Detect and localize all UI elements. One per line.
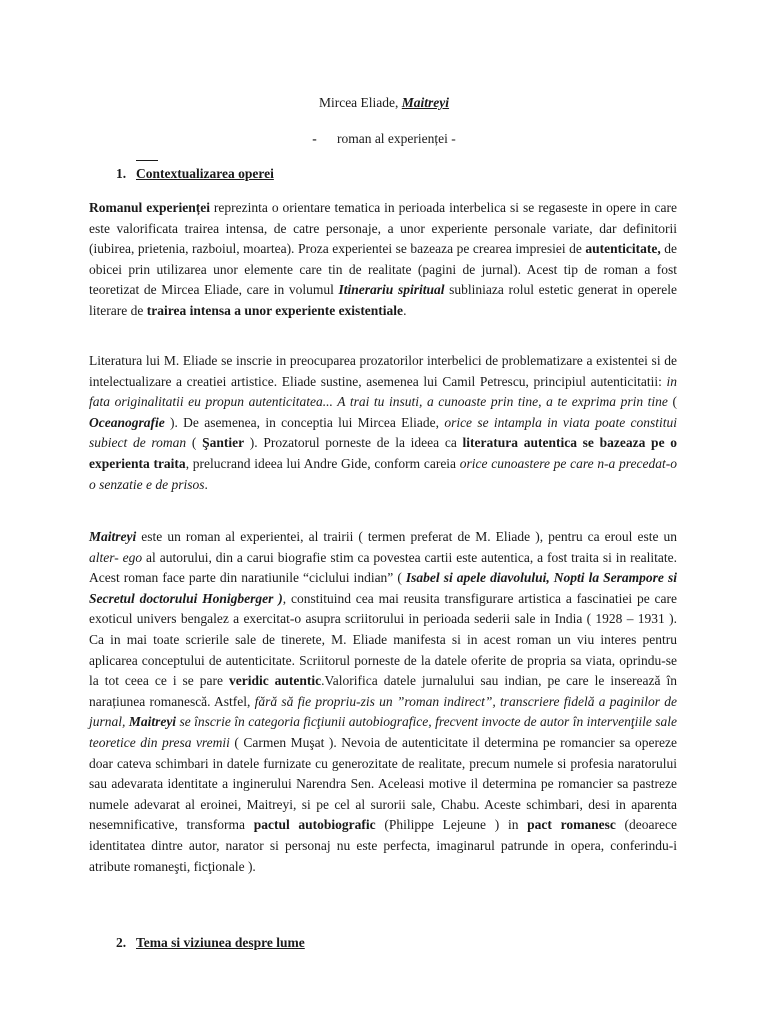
- section-title: Contextualizarea operei: [136, 166, 274, 181]
- p3-book-titles: Isabel si apele diavolului, Nopti la Serampore si Secretul doctorului Honigberger ): [89, 570, 677, 606]
- p2-quote: orice cunoastere pe care n-a precedat-o o senzatie e de prisos: [89, 455, 677, 492]
- p3-book-title: Maitreyi: [89, 529, 137, 544]
- p2-bold-term: literatura autentica se bazeaza pe o experienta traita: [89, 435, 678, 471]
- p1-bold-term: autenticitate,: [585, 241, 661, 257]
- p1-book-title: Itinerariu spiritual: [338, 282, 445, 298]
- title-work: Maitreyi: [401, 95, 450, 110]
- p2-book-title: Oceanografie: [89, 414, 165, 430]
- p3-text: , constituind cea mai reusita transfigurare artistica a fascinatiei pe care exoticul univers bengalez a exercitat-o asupra scriitorului in perioada sederii sale in India ( 1928 – 1931 ). Ca in mai toate scrierile sale de tinerete, M. Eliade manifesta si in acest roman un viu interes pentru aplicarea conceptului de autenticitate. Scriitorul porneste de la datele oferite de propria sa viata, oprindu-se la tot ceea ce i se pare: [89, 590, 677, 689]
- p2-text: , prelucrand ideea lui Andre Gide, conform careia: [185, 455, 460, 471]
- section-title: Tema si viziunea despre lume: [136, 935, 305, 950]
- section-number: 2.: [116, 935, 127, 950]
- p3-quote: se înscrie în categoria ficţiunii autobiografice, frecvent invocte de autor în intervenţiile sale teoretice din presa vremii: [89, 714, 677, 750]
- p3-bold-term: veridic autentic: [228, 673, 322, 689]
- p2-quote: orice se intampla in viata poate constitui subiect de roman: [89, 414, 677, 451]
- p1-bold-term: trairea intensa a unor experiente existentiale: [146, 302, 404, 318]
- p1-text: reprezinta o orientare tematica in perioada interbelica si se regaseste in opere in care este valorificata trairea intensa, de catre personaje, a unor experiente personale variate, dar definitorii (iubirea, prietenia, razboiul, moartea). Proza experientei se bazeaza pe crearea impresiei de: [89, 200, 677, 257]
- title-author: Mircea Eliade,: [318, 95, 399, 110]
- p1-text: subliniaza rolul estetic generat in operele literare de: [89, 282, 677, 318]
- section-number: 1.: [116, 166, 127, 181]
- p1-text: de obicei prin utilizarea unor elemente care tin de realitate (pagini de jurnal). Acest tip de roman a fost teoretizat de Mircea Eliade, care in volumul: [89, 241, 677, 298]
- p3-text: (Philippe Lejeune ) in: [375, 817, 528, 833]
- section-heading-1: [116, 164, 274, 185]
- subtitle-dash: -: [312, 131, 317, 146]
- paragraph-2: [89, 351, 677, 495]
- p3-text: ( Carmen Muşat ). Nevoia de autenticitate il determina pe romancier sa opereze doar cateva schimbari in datele furnizate cu generozitate de realitate, precum numele si profesia naratorului sau adevarata identitate a inginerului Narendra Sen. Aceleasi motive il determina pe romancier sa pastreze numele adevarat al eroinei, Maitreyi, si pe cel al surorii sale, Chabu. Aceste schimbari, desi in aparenta nesemnificative, transforma: [89, 734, 677, 833]
- p3-text: (deoarece identitatea dintre autor, narator si personaj nu este perfecta, imaginarul patrunde in opera, conferindu-i atribute romaneşti, ficţionale ).: [89, 817, 677, 874]
- p3-text: al autorului, din a carui biografie stim ca povestea cartii este autentica, a fost traita si in realitate. Acest roman face parte din naratiunile “ciclului indian” (: [89, 549, 677, 586]
- p2-text: ). Prozatorul porneste de la ideea ca: [244, 435, 463, 451]
- p2-quote: in fata originalitatii eu propun autenticitatea... A trai tu insuti, a cunoaste prin tine, a te exprima prin tine: [89, 373, 677, 410]
- subtitle-text: roman al experienței -: [336, 131, 456, 146]
- p2-text: (: [667, 394, 677, 410]
- p2-text: (: [186, 435, 203, 451]
- heading-rule: [136, 160, 158, 161]
- p3-book-title: Maitreyi: [128, 714, 177, 730]
- p3-text: este un roman al experientei, al trairii ( termen preferat de M. Eliade ), pentru ca eroul este un: [136, 529, 677, 544]
- p2-text: Literatura lui M. Eliade se inscrie in preocuparea prozatorilor interbelici de problematizare a existentei si de intelectualizare a creatiei artistice. Eliade sustine, asemenea lui Camil Petrescu, principiul autenticitatii:: [89, 353, 677, 389]
- p1-bold-term: Romanul experienței: [89, 200, 210, 215]
- paragraph-3: [89, 527, 677, 877]
- p2-book-title: Şantier: [202, 435, 245, 451]
- p3-italic-term: alter- ego: [89, 549, 143, 565]
- p2-text: .: [204, 476, 208, 492]
- p3-quote: fără să fie propriu-zis un ”roman indirect”, transcriere fidelă a paginilor de jurnal,: [89, 693, 677, 730]
- p2-text: ). De asemenea, in conceptia lui Mircea Eliade,: [164, 414, 445, 430]
- document-subtitle: [0, 129, 768, 150]
- p3-bold-term: pactul autobiografic: [253, 817, 376, 833]
- p1-text: .: [403, 302, 407, 318]
- section-heading-2: [116, 933, 305, 954]
- p3-text: .Valorifica datele jurnalului sau indian, pe care le inserează în narațiunea romanescă. Astfel,: [89, 673, 677, 709]
- document-title: [0, 93, 768, 114]
- p3-bold-term: pact romanesc: [527, 817, 616, 833]
- paragraph-1: [89, 198, 677, 322]
